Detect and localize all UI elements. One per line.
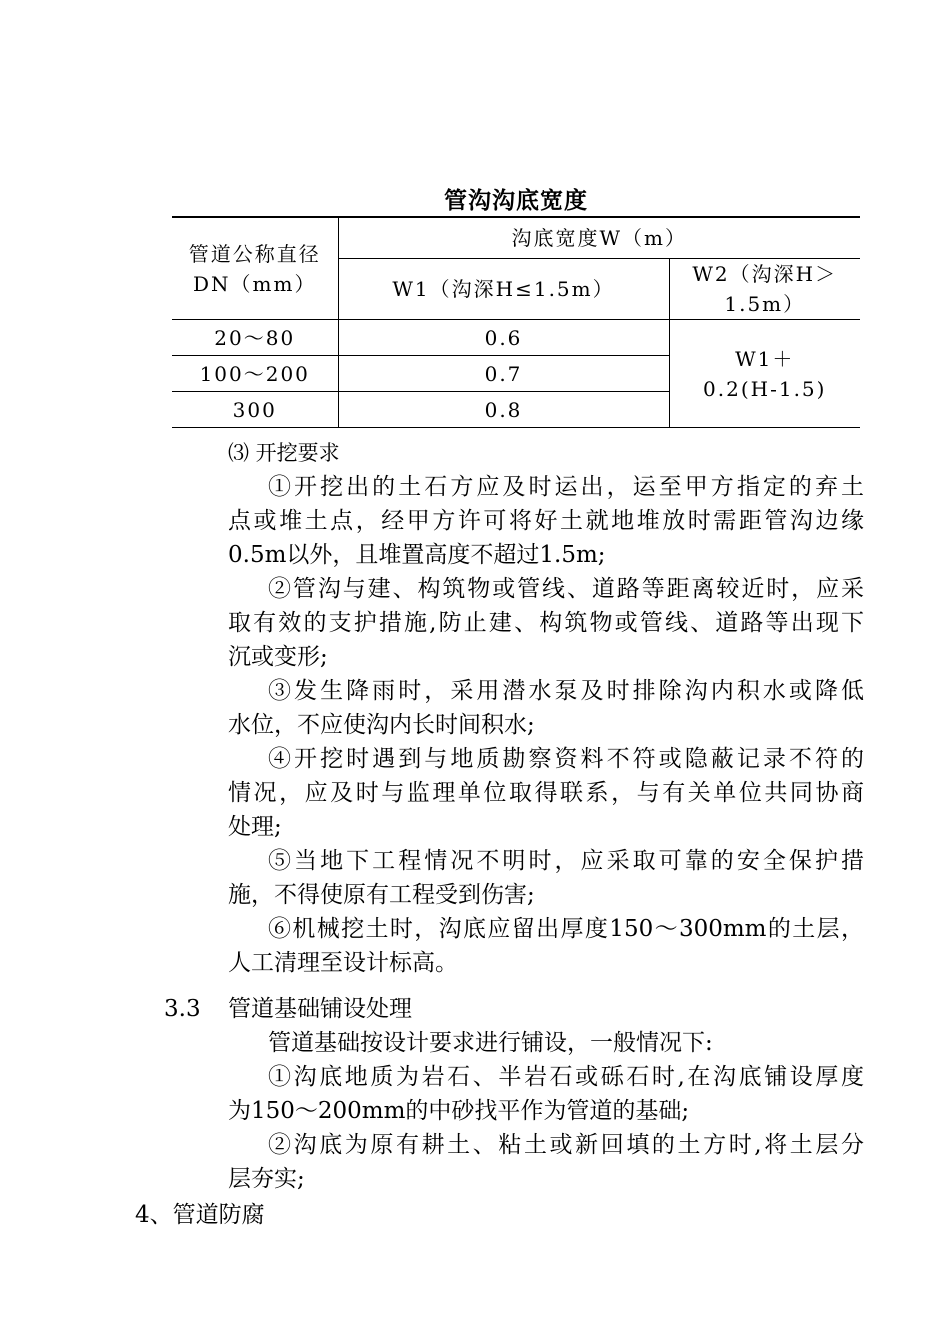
paragraph-line: 水位，不应使沟内长时间积水;: [228, 712, 535, 738]
paragraph-line: ⑤当地下工程情况不明时，应采取可靠的安全保护措: [268, 848, 864, 874]
paragraph-line: ②管沟与建、构筑物或管线、道路等距离较近时，应采: [268, 576, 864, 602]
section-3-3-title: 管道基础铺设处理: [228, 996, 412, 1022]
table-title: 管沟沟底宽度: [444, 187, 588, 214]
header-pipe-diameter: 管道公称直径DN（mm）: [172, 217, 338, 320]
paragraph-line: ②沟底为原有耕土、粘土或新回填的土方时,将土层分: [268, 1132, 864, 1158]
paragraph-line: 取有效的支护措施,防止建、构筑物或管线、道路等出现下: [228, 610, 864, 636]
header-trench-width: 沟底宽度W（m）: [338, 217, 860, 259]
section-foundation: [228, 1026, 864, 1196]
cell-w1: 0.6: [338, 320, 669, 356]
cell-dn: 100～200: [172, 356, 338, 392]
trench-width-table: [172, 216, 860, 428]
paragraph-line: 情况，应及时与监理单位取得联系，与有关单位共同协商: [228, 780, 864, 806]
section-title: ⑶ 开挖要求: [228, 441, 340, 465]
paragraph-line: ⑥机械挖土时，沟底应留出厚度150～300mm的土层，: [268, 916, 864, 942]
header-w1: W1（沟深H≤1.5m）: [338, 259, 669, 320]
cell-dn: 20～80: [172, 320, 338, 356]
paragraph-line: 沉或变形;: [228, 644, 328, 670]
w2-formula-line2: 0.2(H-1.5): [703, 376, 827, 401]
table-row: [172, 320, 860, 356]
paragraph-line: 层夯实;: [228, 1166, 305, 1192]
cell-dn: 300: [172, 392, 338, 428]
paragraph-line: 为150～200mm的中砂找平作为管道的基础;: [228, 1098, 690, 1124]
cell-w1: 0.7: [338, 356, 669, 392]
section-4-title: 4、管道防腐: [135, 1202, 265, 1228]
header-w2: W2（沟深H＞1.5m）: [669, 259, 860, 320]
paragraph-line: 处理;: [228, 814, 282, 840]
cell-w2-formula: [669, 320, 860, 428]
paragraph-line: ④开挖时遇到与地质勘察资料不符或隐蔽记录不符的: [268, 746, 864, 772]
section-3-3-number: 3.3: [164, 996, 201, 1022]
paragraph-line: 管道基础按设计要求进行铺设，一般情况下:: [268, 1030, 713, 1056]
paragraph-line: 0.5m以外，且堆置高度不超过1.5m;: [228, 542, 606, 568]
cell-w1: 0.8: [338, 392, 669, 428]
paragraph-line: ①开挖出的土石方应及时运出，运至甲方指定的弃土: [268, 474, 864, 500]
paragraph-line: ①沟底地质为岩石、半岩石或砾石时,在沟底铺设厚度: [268, 1064, 864, 1090]
paragraph-line: 人工清理至设计标高。: [228, 950, 458, 976]
paragraph-line: 施，不得使原有工程受到伤害;: [228, 882, 535, 908]
w2-formula-line1: W1＋: [735, 346, 795, 371]
paragraph-line: 点或堆土点，经甲方许可将好土就地堆放时需距管沟边缘: [228, 508, 864, 534]
section-excavation: [228, 436, 864, 980]
paragraph-line: ③发生降雨时，采用潜水泵及时排除沟内积水或降低: [268, 678, 864, 704]
